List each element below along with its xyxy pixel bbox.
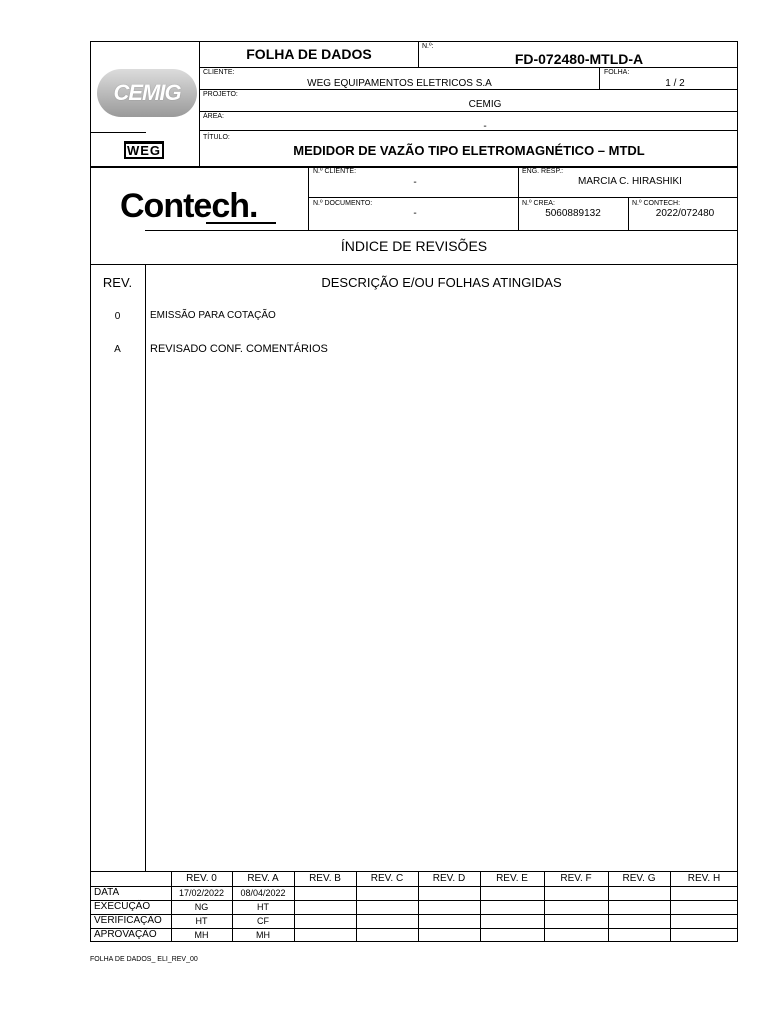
area-label: ÁREA:	[203, 113, 225, 120]
rev-col-header: REV. C	[370, 873, 404, 884]
doc-type: FOLHA DE DADOS	[246, 46, 372, 62]
rev-col-header: REV. B	[309, 873, 341, 884]
form-code: FOLHA DE DADOS_ ELI_REV_00	[90, 956, 198, 963]
contech-logo: Contech.	[120, 186, 280, 228]
doc-no-value: -	[413, 208, 417, 219]
table-cell: HT	[195, 916, 208, 926]
revision-description: REVISADO CONF. COMENTÁRIOS	[150, 343, 328, 355]
weg-logo: WEG	[124, 141, 164, 159]
rev-col-header: REV. E	[496, 873, 528, 884]
table-cell: NG	[194, 902, 209, 912]
col-rev-header: REV.	[102, 275, 133, 290]
row-label: EXECUÇÃO	[94, 901, 151, 912]
crea-value: 5060889132	[545, 208, 601, 219]
revision-code: 0	[114, 311, 121, 322]
eng-value: MARCIA C. HIRASHIKI	[578, 176, 682, 187]
number-label: N.º:	[422, 43, 434, 50]
table-cell: CF	[257, 916, 269, 926]
rev-col-header: REV. F	[560, 873, 592, 884]
rev-col-header: REV. D	[432, 873, 466, 884]
crea-label: N.º CREA:	[522, 200, 555, 207]
contech-no-label: N.º CONTECH:	[632, 200, 681, 207]
client-no-label: N.º CLIENTE:	[313, 168, 357, 175]
sheet-value: 1 / 2	[665, 78, 685, 89]
client-value: WEG EQUIPAMENTOS ELETRICOS S.A	[307, 78, 492, 89]
doc-number: FD-072480-MTLD-A	[514, 51, 644, 67]
col-desc-header: DESCRIÇÃO E/OU FOLHAS ATINGIDAS	[321, 275, 562, 290]
eng-label: ENG. RESP.:	[522, 168, 564, 175]
rev-col-header: REV. 0	[186, 873, 217, 884]
document-title: MEDIDOR DE VAZÃO TIPO ELETROMAGNÉTICO – MTDL	[293, 143, 645, 158]
client-no-value: -	[413, 177, 417, 188]
table-cell: 17/02/2022	[178, 888, 225, 898]
table-cell: HT	[257, 902, 269, 912]
revision-code: A	[114, 344, 121, 355]
rev-col-header: REV. H	[687, 873, 721, 884]
rev-col-header: REV. A	[247, 873, 279, 884]
table-cell: 08/04/2022	[240, 888, 286, 898]
revisions-index-title: ÍNDICE DE REVISÕES	[340, 238, 488, 254]
table-cell: MH	[256, 930, 270, 940]
client-label: CLIENTE:	[203, 69, 235, 76]
contech-no-value: 2022/072480	[655, 208, 715, 219]
project-value: CEMIG	[468, 99, 502, 110]
sheet-label: FOLHA:	[604, 69, 630, 76]
rev-col-header: REV. G	[622, 873, 656, 884]
area-value: -	[483, 121, 487, 132]
doc-no-label: N.º DOCUMENTO:	[313, 200, 373, 207]
row-label: DATA	[94, 887, 120, 898]
title-label: TÍTULO:	[203, 134, 230, 141]
table-cell: MH	[194, 930, 209, 940]
project-label: PROJETO:	[203, 91, 238, 98]
cemig-logo: CEMIG	[97, 69, 197, 117]
revision-description: EMISSÃO PARA COTAÇÃO	[150, 310, 276, 321]
row-label: VERIFICAÇÃO	[94, 915, 162, 926]
row-label: APROVAÇÃO	[94, 929, 157, 940]
